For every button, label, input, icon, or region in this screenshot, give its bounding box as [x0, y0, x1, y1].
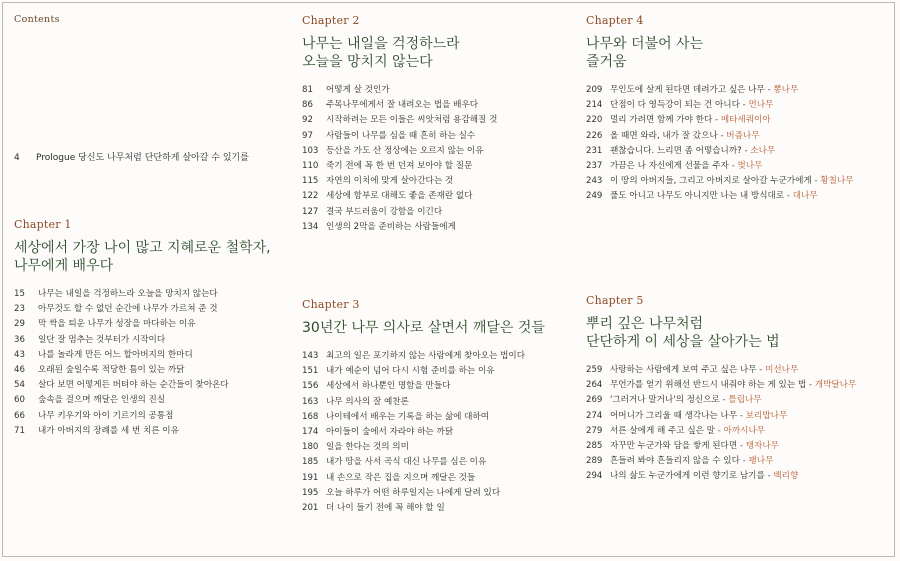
entry-title: 이 땅의 아버지들, 그리고 아버지로 살아갈 누군가에게 — [610, 176, 812, 187]
entry-list — [586, 363, 856, 485]
entry-dash: - — [806, 380, 815, 391]
toc-entry — [14, 424, 271, 439]
entry-page-number: 54 — [14, 380, 25, 391]
toc-entry — [302, 98, 497, 113]
entry-title: 풀도 아니고 나무도 아니지만 나는 내 방식대로 — [610, 191, 785, 202]
toc-entry — [302, 159, 497, 174]
entry-title: '그러거나 말거나'의 정신으로 — [610, 395, 720, 406]
entry-page-number: 243 — [586, 176, 603, 187]
chapter-label: Chapter 1 — [14, 218, 72, 231]
entry-page-number: 15 — [14, 289, 25, 299]
entry-title: 내 손으로 작은 집을 지으며 깨달은 것들 — [326, 472, 476, 483]
chapter-title — [586, 315, 856, 351]
entry-page-number: 46 — [14, 364, 25, 375]
entry-page-number: 220 — [586, 115, 603, 126]
toc-entry — [302, 364, 545, 379]
entry-page-number: 151 — [302, 366, 319, 377]
toc-entry — [302, 395, 545, 410]
entry-title: 자꾸만 누군가와 담을 쌓게 된다면 — [610, 440, 738, 451]
toc-entry — [14, 393, 271, 408]
toc-entry — [14, 302, 271, 317]
entry-title: 최고의 일은 포기하지 않는 사람에게 찾아오는 법이다 — [326, 351, 526, 361]
entry-page-number: 127 — [302, 206, 319, 217]
chapter-title-line: 즐거움 — [586, 54, 627, 70]
toc-entry — [14, 378, 271, 393]
toc-entry — [586, 159, 854, 174]
entry-list — [14, 287, 271, 439]
entry-title: 사람들이 나무를 심을 때 흔히 하는 실수 — [326, 130, 476, 141]
entry-list — [302, 83, 497, 235]
entry-title: 나의 삶도 누군가에게 이런 향기로 남기를 — [610, 471, 765, 482]
entry-title: 단점이 다 영득강이 되는 건 아니다 — [610, 100, 740, 111]
toc-entry — [302, 455, 545, 470]
entry-title: 세상에 함부로 대해도 좋을 존재란 없다 — [326, 191, 473, 202]
entry-title: 멀리 가려면 함께 가야 한다 — [610, 115, 713, 126]
entry-page-number: 214 — [586, 100, 603, 111]
toc-entry — [14, 287, 271, 302]
entry-dash: - — [764, 471, 774, 482]
entry-page-number: 294 — [586, 471, 603, 482]
chapter-3-section — [302, 298, 545, 516]
chapter-1-section — [14, 218, 271, 439]
toc-entry — [586, 469, 856, 484]
entry-dash: - — [811, 176, 821, 187]
entry-page-number: 36 — [14, 334, 25, 345]
toc-entry — [14, 333, 271, 348]
entry-page-number: 156 — [302, 381, 319, 392]
entry-page-number: 231 — [586, 145, 603, 156]
entry-dash: - — [728, 160, 738, 171]
toc-entry — [302, 440, 545, 455]
entry-page-number: 264 — [586, 380, 603, 391]
entry-page-number: 195 — [302, 487, 319, 498]
entry-tree-name: 아까시나무 — [723, 425, 766, 436]
entry-page-number: 174 — [302, 426, 319, 437]
prologue-page: 4 — [14, 153, 20, 163]
chapter-title-line: 나무에게 배우다 — [14, 258, 114, 274]
entry-tree-name: 벚나무 — [737, 160, 763, 171]
toc-entry — [586, 454, 856, 469]
chapter-title-line: 30년간 나무 의사로 살면서 깨달은 것들 — [302, 320, 545, 336]
entry-page-number: 92 — [302, 115, 313, 126]
prologue-label: Prologue — [36, 153, 76, 163]
toc-entry — [14, 317, 271, 332]
chapter-title-line: 나무와 더불어 사는 — [586, 36, 704, 52]
chapter-title-line: 뿌리 깊은 나무처럼 — [586, 316, 704, 332]
entry-page-number: 237 — [586, 160, 603, 171]
entry-title: 나무 키우기와 아이 기르기의 공통점 — [38, 410, 174, 421]
entry-title: 나무는 내일을 걱정하느라 오늘을 망치지 않는다 — [38, 289, 218, 299]
entry-dash: - — [741, 145, 751, 156]
prologue-text: 당신도 나무처럼 단단하게 살아갈 수 있기를 — [78, 153, 249, 163]
entry-dash: - — [784, 191, 793, 202]
toc-entry — [14, 363, 271, 378]
entry-page-number: 86 — [302, 100, 313, 111]
entry-title: 무인도에 살게 된다면 데려가고 싶은 나무 — [610, 85, 765, 95]
toc-entry — [302, 425, 545, 440]
chapter-title-line: 세상에서 가장 나이 많고 지혜로운 철학자, — [14, 240, 271, 256]
entry-title: 주목나무에게서 잘 내려오는 법을 배우다 — [326, 100, 479, 111]
toc-entry — [586, 409, 856, 424]
toc-entry — [302, 501, 545, 516]
entry-page-number: 23 — [14, 304, 25, 315]
toc-entry — [586, 113, 854, 128]
entry-list — [302, 349, 545, 516]
entry-page-number: 185 — [302, 457, 319, 468]
entry-title: 아이들이 숲에서 자라야 하는 까닭 — [326, 426, 454, 437]
entry-title: 흔들려 봐야 흔들리지 않을 수 있다 — [610, 456, 740, 467]
entry-title: 등산을 가도 산 정상에는 오르지 않는 이유 — [326, 145, 484, 156]
entry-dash: - — [714, 425, 724, 436]
entry-dash: - — [719, 395, 729, 406]
entry-page-number: 103 — [302, 145, 319, 156]
entry-dash: - — [764, 85, 774, 95]
entry-title: 오래된 숲일수록 적당한 틈이 있는 까닭 — [38, 364, 185, 375]
prologue-entry — [14, 150, 249, 163]
toc-entry — [586, 98, 854, 113]
entry-title: 서른 살에게 해 주고 싶은 말 — [610, 425, 715, 436]
toc-entry — [14, 348, 271, 363]
chapter-label: Chapter 2 — [302, 14, 360, 27]
entry-page-number: 168 — [302, 411, 319, 422]
chapter-title — [14, 239, 271, 275]
toc-entry — [302, 471, 545, 486]
chapter-4-section — [586, 14, 854, 205]
entry-title: 괜찮습니다. 느리면 좀 어떻습니까? — [610, 145, 742, 156]
entry-page-number: 71 — [14, 425, 25, 436]
entry-page-number: 163 — [302, 396, 319, 407]
entry-title: 올 때면 와라, 내가 잘 갔으나 — [610, 130, 718, 141]
entry-page-number: 259 — [586, 365, 603, 375]
entry-tree-name: 대나무 — [792, 191, 818, 202]
entry-tree-name: 팽나무 — [748, 456, 774, 467]
toc-entry — [302, 113, 497, 128]
entry-title: 내가 예순이 넘어 다시 시험 준비를 하는 이유 — [326, 366, 495, 377]
entry-tree-name: 보리밥나무 — [745, 410, 788, 421]
chapter-title — [302, 35, 497, 71]
entry-title: 어머니가 그리울 때 생각나는 나무 — [610, 410, 738, 421]
toc-entry — [302, 410, 545, 425]
entry-title: 내가 땅을 사서 곡식 대신 나무를 심은 이유 — [326, 457, 487, 468]
toc-entry — [586, 393, 856, 408]
entry-dash: - — [739, 456, 749, 467]
entry-page-number: 60 — [14, 395, 25, 406]
entry-tree-name: 미선나무 — [765, 365, 799, 375]
entry-title: 어떻게 살 것인가 — [326, 85, 390, 95]
toc-entry — [586, 174, 854, 189]
entry-dash: - — [717, 130, 727, 141]
entry-page-number: 43 — [14, 349, 25, 360]
toc-entry — [302, 220, 497, 235]
entry-page-number: 274 — [586, 410, 603, 421]
entry-title: 사랑하는 사람에게 보여 주고 싶은 나무 — [610, 365, 757, 375]
toc-entry — [586, 144, 854, 159]
entry-list — [586, 83, 854, 205]
entry-page-number: 66 — [14, 410, 25, 421]
toc-entry — [586, 83, 854, 98]
entry-page-number: 191 — [302, 472, 319, 483]
toc-entry — [302, 379, 545, 394]
entry-tree-name: 백리향 — [773, 471, 799, 482]
entry-dash: - — [712, 115, 721, 126]
entry-title: 인생의 2막을 준비하는 사람들에게 — [326, 221, 456, 232]
entry-page-number: 143 — [302, 351, 319, 361]
entry-title: 아무것도 할 수 없던 순간에 나무가 가르쳐 준 것 — [38, 304, 218, 315]
entry-page-number: 115 — [302, 176, 319, 187]
chapter-label: Chapter 3 — [302, 298, 360, 311]
entry-title: 나를 놀라게 만든 어느 할아버지의 한마디 — [38, 349, 193, 360]
entry-title: 시작하려는 모든 이들은 씨앗처럼 용감해질 것 — [326, 115, 498, 126]
chapter-label: Chapter 4 — [586, 14, 644, 27]
entry-page-number: 226 — [586, 130, 603, 141]
entry-title: 오늘 하루가 어떤 하루일지는 나에게 달려 있다 — [326, 487, 501, 498]
entry-page-number: 180 — [302, 442, 319, 453]
toc-entry — [586, 189, 854, 204]
entry-title: 나이테에서 배우는 기록을 하는 삶에 대하여 — [326, 411, 490, 422]
toc-entry — [302, 83, 497, 98]
toc-entry — [302, 205, 497, 220]
entry-page-number: 110 — [302, 160, 319, 171]
toc-entry — [302, 486, 545, 501]
toc-entry — [302, 144, 497, 159]
entry-title: 일단 잘 멈추는 것부터가 시작이다 — [38, 334, 166, 345]
toc-entry — [302, 189, 497, 204]
entry-title: 죽기 전에 꼭 한 번 던져 보아야 할 질문 — [326, 160, 473, 171]
entry-page-number: 81 — [302, 85, 313, 95]
entry-page-number: 209 — [586, 85, 603, 95]
entry-title: 무언가를 얻기 위해선 반드시 내줘야 하는 게 있는 법 — [610, 380, 807, 391]
entry-dash: - — [756, 365, 766, 375]
entry-page-number: 285 — [586, 440, 603, 451]
entry-title: 막 싹을 틔운 나무가 성장을 마다하는 이유 — [38, 319, 196, 330]
toc-entry — [14, 409, 271, 424]
entry-title: 내가 아버지의 장례를 세 번 치른 이유 — [38, 425, 179, 436]
entry-page-number: 249 — [586, 191, 603, 202]
entry-dash: - — [739, 100, 749, 111]
toc-entry — [302, 129, 497, 144]
entry-dash: - — [737, 410, 746, 421]
entry-title: 살다 보면 어떻게든 버텨야 하는 순간들이 찾아온다 — [38, 380, 229, 391]
entry-tree-name: 황칠나무 — [820, 176, 854, 187]
entry-page-number: 29 — [14, 319, 25, 330]
entry-title: 나무 의사의 잘 예찬론 — [326, 396, 409, 407]
entry-page-number: 122 — [302, 191, 319, 202]
entry-title: 결국 부드러움이 강함을 이긴다 — [326, 206, 443, 217]
chapter-title — [302, 319, 545, 337]
entry-title: 숲속을 걸으며 깨달은 인생의 진실 — [38, 395, 166, 406]
toc-entry — [586, 424, 856, 439]
entry-page-number: 289 — [586, 456, 603, 467]
entry-dash: - — [737, 440, 746, 451]
entry-page-number: 279 — [586, 425, 603, 436]
entry-tree-name: 메타세쿼이아 — [720, 115, 771, 126]
entry-tree-name: 버즘나무 — [726, 130, 760, 141]
entry-page-number: 269 — [586, 395, 603, 406]
entry-page-number: 134 — [302, 221, 319, 232]
entry-tree-name: 먼나무 — [748, 100, 774, 111]
contents-heading: Contents — [14, 14, 60, 25]
toc-entry — [586, 439, 856, 454]
entry-tree-name: 탱자나무 — [745, 440, 779, 451]
toc-entry — [586, 363, 856, 378]
toc-entry — [302, 349, 545, 364]
entry-tree-name: 소나무 — [750, 145, 776, 156]
chapter-title-line: 오늘을 망치지 않는다 — [302, 54, 433, 70]
chapter-title-line: 나무는 내일을 걱정하느라 — [302, 36, 460, 52]
entry-title: 일을 한다는 것의 의미 — [326, 442, 409, 453]
entry-tree-name: 틀립나무 — [728, 395, 762, 406]
toc-entry — [302, 174, 497, 189]
entry-page-number: 201 — [302, 502, 319, 513]
toc-entry — [586, 378, 856, 393]
entry-tree-name: 뽕나무 — [773, 85, 799, 95]
toc-entry — [586, 129, 854, 144]
entry-page-number: 97 — [302, 130, 313, 141]
chapter-2-section — [302, 14, 497, 235]
entry-title: 더 나이 들기 전에 꼭 해야 할 일 — [326, 502, 445, 513]
entry-title: 세상에서 하나뿐인 명함을 만들다 — [326, 381, 451, 392]
chapter-title-line: 단단하게 이 세상을 살아가는 법 — [586, 334, 780, 350]
chapter-5-section — [586, 294, 856, 485]
chapter-label: Chapter 5 — [586, 294, 644, 307]
entry-tree-name: 개박달나무 — [814, 380, 857, 391]
entry-title: 자연의 이치에 맞게 살아간다는 것 — [326, 176, 454, 187]
chapter-title — [586, 35, 854, 71]
entry-title: 가끔은 나 자신에게 선물을 주자 — [610, 160, 729, 171]
